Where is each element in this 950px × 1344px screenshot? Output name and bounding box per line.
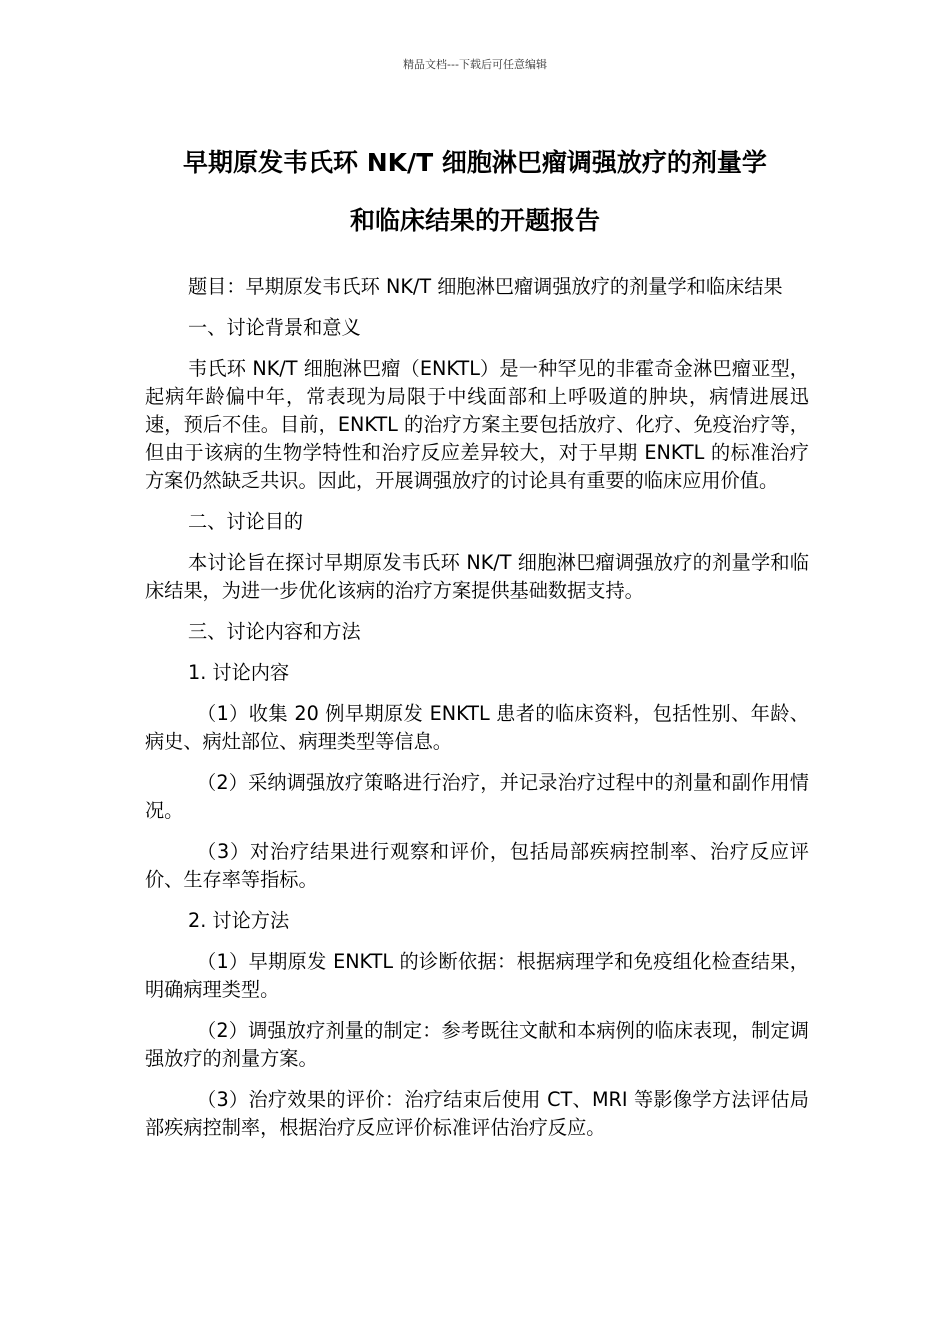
subsection-heading-content: 1. 讨论内容	[188, 661, 290, 684]
section-heading-content-methods: 三、讨论内容和方法	[188, 620, 361, 643]
section-heading-background: 一、讨论背景和意义	[188, 316, 361, 339]
topic-line: 题目：早期原发韦氏环 NK/T 细胞淋巴瘤调强放疗的剂量学和临床结果	[188, 275, 783, 298]
title-line-1: 早期原发韦氏环 NK/T 细胞淋巴瘤调强放疗的剂量学	[183, 148, 767, 177]
section-heading-purpose: 二、讨论目的	[188, 510, 304, 533]
title-line-2: 和临床结果的开题报告	[349, 206, 600, 235]
page-header: 精品文档---下载后可任意编辑	[403, 58, 547, 71]
method-item-3: （3）治疗效果的评价：治疗结束后使用 CT、MRI 等影像学方法评估局部疾病控制率，根据治疗反应评价标准评估治疗反应。	[145, 1088, 809, 1139]
document-title	[140, 134, 810, 250]
method-item-2: （2）调强放疗剂量的制定：参考既往文献和本病例的临床表现，制定调强放疗的剂量方案。	[145, 1019, 809, 1070]
content-item-3: （3）对治疗结果进行观察和评价，包括局部疾病控制率、治疗反应评价、生存率等指标。	[145, 840, 809, 891]
content-item-1: （1）收集 20 例早期原发 ENKTL 患者的临床资料，包括性别、年龄、病史、病灶部位、病理类型等信息。	[145, 702, 809, 753]
content-item-2: （2）采纳调强放疗策略进行治疗，并记录治疗过程中的剂量和副作用情况。	[145, 771, 809, 822]
subsection-heading-methods: 2. 讨论方法	[188, 909, 290, 932]
purpose-paragraph: 本讨论旨在探讨早期原发韦氏环 NK/T 细胞淋巴瘤调强放疗的剂量学和临床结果，为进一步优化该病的治疗方案提供基础数据支持。	[145, 551, 809, 602]
method-item-1: （1）早期原发 ENKTL 的诊断依据：根据病理学和免疫组化检查结果，明确病理类型。	[145, 950, 809, 1001]
document-body	[145, 273, 809, 1155]
background-paragraph: 韦氏环 NK/T 细胞淋巴瘤（ENKTL）是一种罕见的非霍奇金淋巴瘤亚型，起病年龄偏中年，常表现为局限于中线面部和上呼吸道的肿块，病情进展迅速，预后不佳。目前，ENKTL 的治疗方案主要包括放疗、化疗、免疫治疗等，但由于该病的生物学特性和治疗反应差异较大，对于早期 ENKTL 的标准治疗方案仍然缺乏共识。因此，开展调强放疗的讨论具有重要的临床应用价值。	[145, 357, 809, 492]
